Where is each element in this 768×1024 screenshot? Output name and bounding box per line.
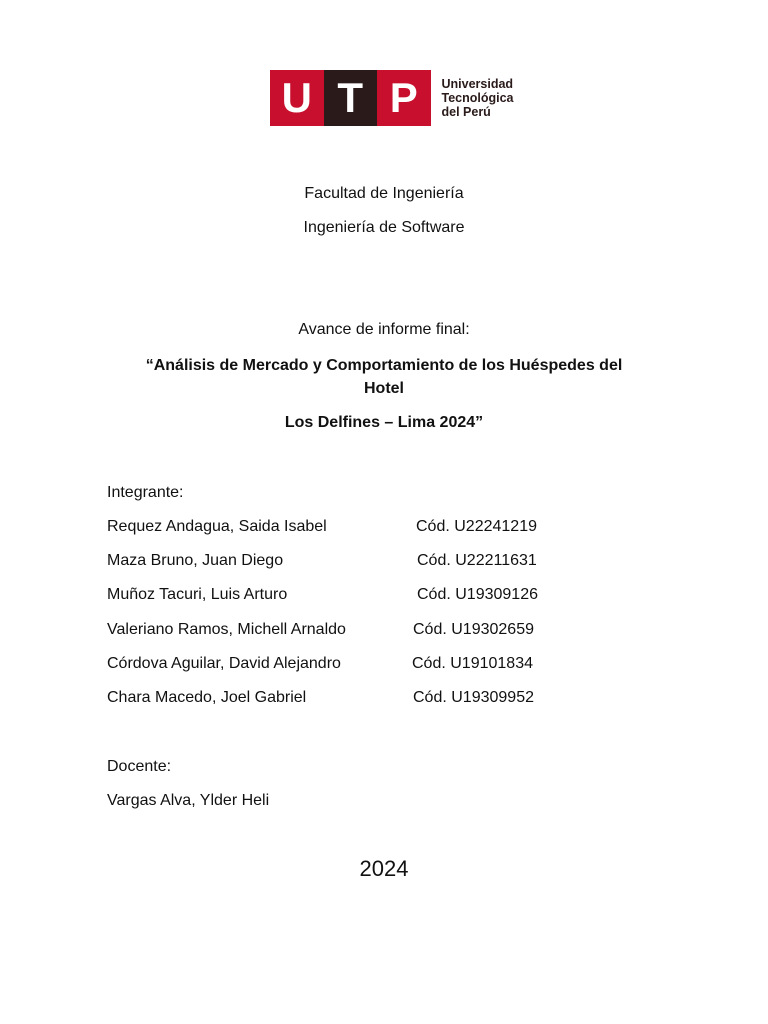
utp-logo xyxy=(270,70,514,126)
logo-letter-t: T xyxy=(324,70,378,126)
member-code: Cód. U19309126 xyxy=(417,586,538,603)
members-label: Integrante: xyxy=(107,484,184,501)
report-title-line-2: Hotel xyxy=(364,380,404,397)
teacher-label: Docente: xyxy=(107,758,172,775)
university-name xyxy=(442,77,514,119)
member-name: Muñoz Tacuri, Luis Arturo xyxy=(107,586,288,603)
logo-letter-p: P xyxy=(377,70,431,126)
member-code: Cód. U22211631 xyxy=(417,552,537,569)
member-name: Córdova Aguilar, David Alejandro xyxy=(107,655,341,672)
report-label: Avance de informe final: xyxy=(298,321,470,338)
logo-letter-u: U xyxy=(270,70,324,126)
career-name: Ingeniería de Software xyxy=(303,219,465,236)
member-name: Valeriano Ramos, Michell Arnaldo xyxy=(107,621,346,638)
member-code: Cód. U19309952 xyxy=(413,689,534,706)
member-name: Requez Andagua, Saida Isabel xyxy=(107,518,327,535)
member-name: Maza Bruno, Juan Diego xyxy=(107,552,284,569)
member-code: Cód. U19302659 xyxy=(413,621,534,638)
report-title-line-1: “Análisis de Mercado y Comportamiento de los Huéspedes del xyxy=(145,357,623,374)
university-name-line-1: Universidad xyxy=(441,77,514,91)
member-code: Cód. U22241219 xyxy=(416,518,537,535)
member-code: Cód. U19101834 xyxy=(412,655,533,672)
university-name-line-3: del Perú xyxy=(441,105,491,119)
report-year: 2024 xyxy=(359,856,409,881)
report-title-line-3: Los Delfines – Lima 2024” xyxy=(284,414,484,431)
university-name-line-2: Tecnológica xyxy=(441,91,514,105)
faculty-name: Facultad de Ingeniería xyxy=(304,185,464,202)
teacher-name: Vargas Alva, Ylder Heli xyxy=(107,792,270,809)
utp-logo-mark xyxy=(270,70,431,126)
member-name: Chara Macedo, Joel Gabriel xyxy=(107,689,307,706)
